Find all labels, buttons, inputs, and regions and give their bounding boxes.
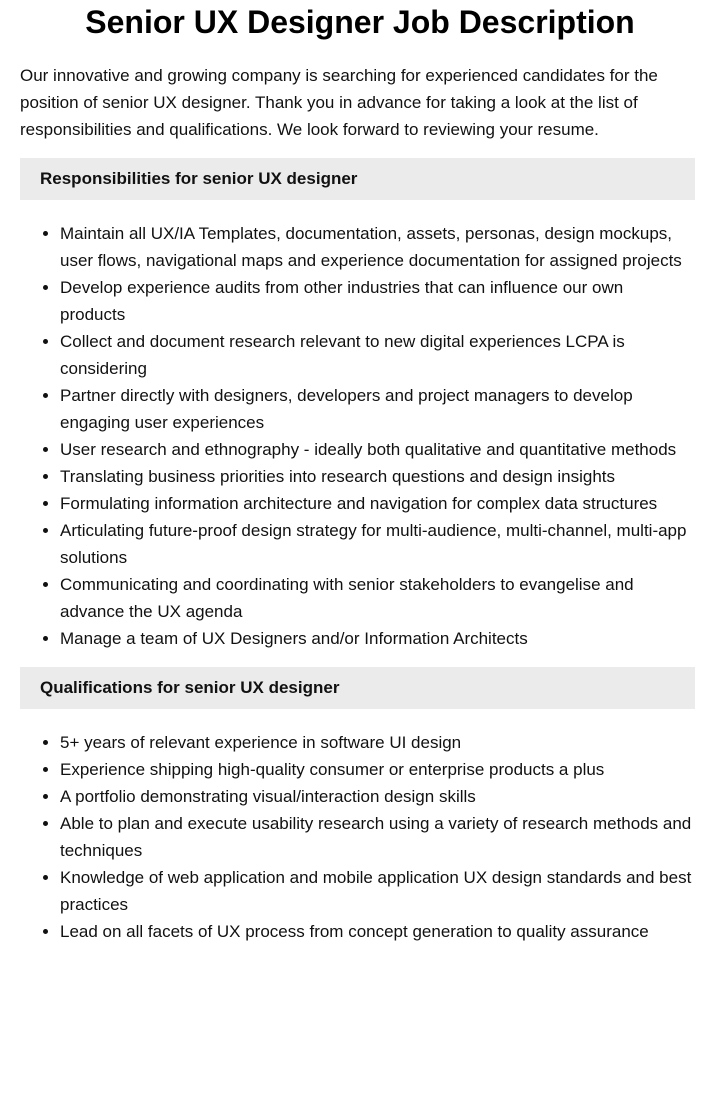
qualifications-heading: Qualifications for senior UX designer: [20, 667, 695, 709]
list-item: • Collect and document research relevant to new digital experiences LCPA is considering: [60, 328, 700, 382]
list-item: • Translating business priorities into research questions and design insights: [60, 463, 700, 490]
list-item: • User research and ethnography - ideally both qualitative and quantitative methods: [60, 436, 700, 463]
list-item: • Able to plan and execute usability research using a variety of research methods and techniques: [60, 810, 700, 864]
page-title: Senior UX Designer Job Description: [85, 4, 635, 40]
list-item: • Knowledge of web application and mobile application UX design standards and best practices: [60, 864, 700, 918]
qualifications-list: [20, 729, 700, 945]
list-item: • Manage a team of UX Designers and/or Information Architects: [60, 625, 700, 652]
list-item: • Articulating future-proof design strategy for multi-audience, multi-channel, multi-app solutions: [60, 517, 700, 571]
responsibilities-heading: Responsibilities for senior UX designer: [20, 158, 695, 200]
list-item: • Experience shipping high-quality consumer or enterprise products a plus: [60, 756, 700, 783]
list-item: • Lead on all facets of UX process from concept generation to quality assurance: [60, 918, 700, 945]
list-item: • Partner directly with designers, developers and project managers to develop engaging user experiences: [60, 382, 700, 436]
list-item: • Develop experience audits from other industries that can influence our own products: [60, 274, 700, 328]
intro-paragraph: Our innovative and growing company is searching for experienced candidates for the position of senior UX designer. Thank you in advance for taking a look at the list of responsibilities and qualifications. We look forward to reviewing your resume.: [20, 66, 658, 139]
list-item: • 5+ years of relevant experience in software UI design: [60, 729, 700, 756]
list-item: • Formulating information architecture and navigation for complex data structures: [60, 490, 700, 517]
responsibilities-list: [20, 220, 700, 652]
list-item: • Maintain all UX/IA Templates, documentation, assets, personas, design mockups, user flows, navigational maps and experience documentation for assigned projects: [60, 220, 700, 274]
list-item: • A portfolio demonstrating visual/interaction design skills: [60, 783, 700, 810]
list-item: • Communicating and coordinating with senior stakeholders to evangelise and advance the UX agenda: [60, 571, 700, 625]
